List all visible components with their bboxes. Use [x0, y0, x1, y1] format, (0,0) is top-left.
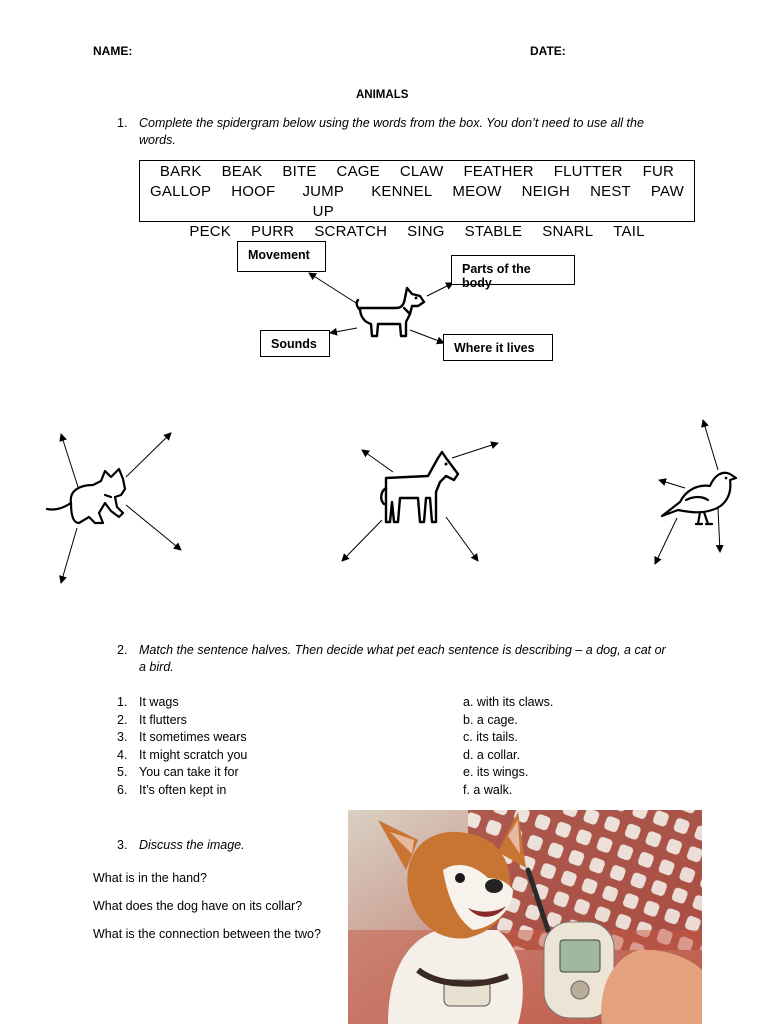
- item-number: 4.: [117, 747, 128, 762]
- word: BEAK: [221, 163, 263, 180]
- question: What does the dog have on its collar?: [93, 899, 303, 913]
- word: MEOW: [452, 183, 502, 200]
- q3-number: 3.: [117, 838, 128, 852]
- item-number: 1.: [117, 695, 128, 709]
- sentence-starts: [117, 694, 357, 800]
- category-label: Parts of the body: [462, 262, 531, 290]
- list-item: b. a cage.: [463, 712, 518, 727]
- sentence-ends: [463, 694, 683, 800]
- item-text: It flutters: [139, 712, 187, 727]
- category-movement: [237, 241, 326, 272]
- word: FUR: [642, 163, 675, 180]
- word: BARK: [159, 163, 202, 180]
- discussion-questions: [93, 864, 321, 948]
- category-sounds: [260, 330, 330, 357]
- item-text: It wags: [139, 695, 179, 709]
- category-parts: [451, 255, 575, 290]
- list-item: c. its tails.: [463, 730, 518, 745]
- list-item: e. its wings.: [463, 765, 529, 780]
- question: What is the connection between the two?: [93, 927, 321, 941]
- dog-photo: [348, 810, 702, 1024]
- word: STABLE: [464, 223, 523, 240]
- word: FLUTTER: [553, 163, 623, 180]
- name-label: NAME:: [93, 44, 133, 58]
- item-number: 6.: [117, 782, 128, 797]
- word: PAW: [650, 183, 684, 200]
- bird-icon: [660, 466, 740, 526]
- list-item: [117, 729, 357, 747]
- list-item: [117, 747, 357, 765]
- date-label: DATE:: [530, 44, 566, 58]
- word: CAGE: [336, 163, 380, 180]
- item-text: It’s often kept in: [139, 782, 227, 797]
- horse-icon: [376, 448, 466, 528]
- word: PURR: [251, 223, 295, 240]
- list-item: [117, 782, 357, 800]
- item-number: 2.: [117, 712, 128, 727]
- word: PECK: [189, 223, 232, 240]
- q2-number: 2.: [117, 643, 128, 657]
- list-item: d. a collar.: [463, 747, 520, 762]
- item-text: It sometimes wears: [139, 730, 247, 745]
- page-title: ANIMALS: [356, 89, 409, 101]
- list-item: a. with its claws.: [463, 695, 554, 709]
- list-item: f. a walk.: [463, 782, 513, 797]
- word: GALLOP: [150, 183, 212, 200]
- q2-instruction: Match the sentence halves. Then decide what pet each sentence is describing – a dog, a cat or a bird.: [139, 643, 666, 674]
- word: BITE: [282, 163, 317, 180]
- item-text: It might scratch you: [139, 747, 248, 762]
- word: NEIGH: [521, 183, 571, 200]
- word: NEST: [590, 183, 631, 200]
- category-home: [443, 334, 553, 361]
- q3-instruction: Discuss the image.: [139, 838, 245, 852]
- q1-instruction: Complete the spidergram below using the words from the box. You don’t need to use all the words.: [139, 116, 644, 147]
- item-number: 3.: [117, 730, 128, 745]
- word: SING: [407, 223, 445, 240]
- word: KENNEL: [371, 183, 433, 200]
- category-label: Movement: [248, 248, 310, 262]
- word: SCRATCH: [314, 223, 388, 240]
- word: SNARL: [542, 223, 594, 240]
- question: What is in the hand?: [93, 871, 207, 885]
- word: CLAW: [399, 163, 444, 180]
- category-label: Sounds: [271, 337, 317, 351]
- word: JUMP UP: [302, 183, 345, 220]
- list-item: [117, 764, 357, 782]
- q1-number: 1.: [117, 116, 128, 130]
- item-number: 5.: [117, 765, 128, 780]
- word: TAIL: [613, 223, 645, 240]
- cat-icon: [45, 463, 135, 533]
- item-text: You can take it for: [139, 765, 239, 780]
- list-item: [117, 694, 357, 712]
- dog-icon: [352, 280, 432, 340]
- word: HOOF: [231, 183, 276, 200]
- word: FEATHER: [463, 163, 534, 180]
- list-item: [117, 712, 357, 730]
- category-label: Where it lives: [454, 341, 535, 355]
